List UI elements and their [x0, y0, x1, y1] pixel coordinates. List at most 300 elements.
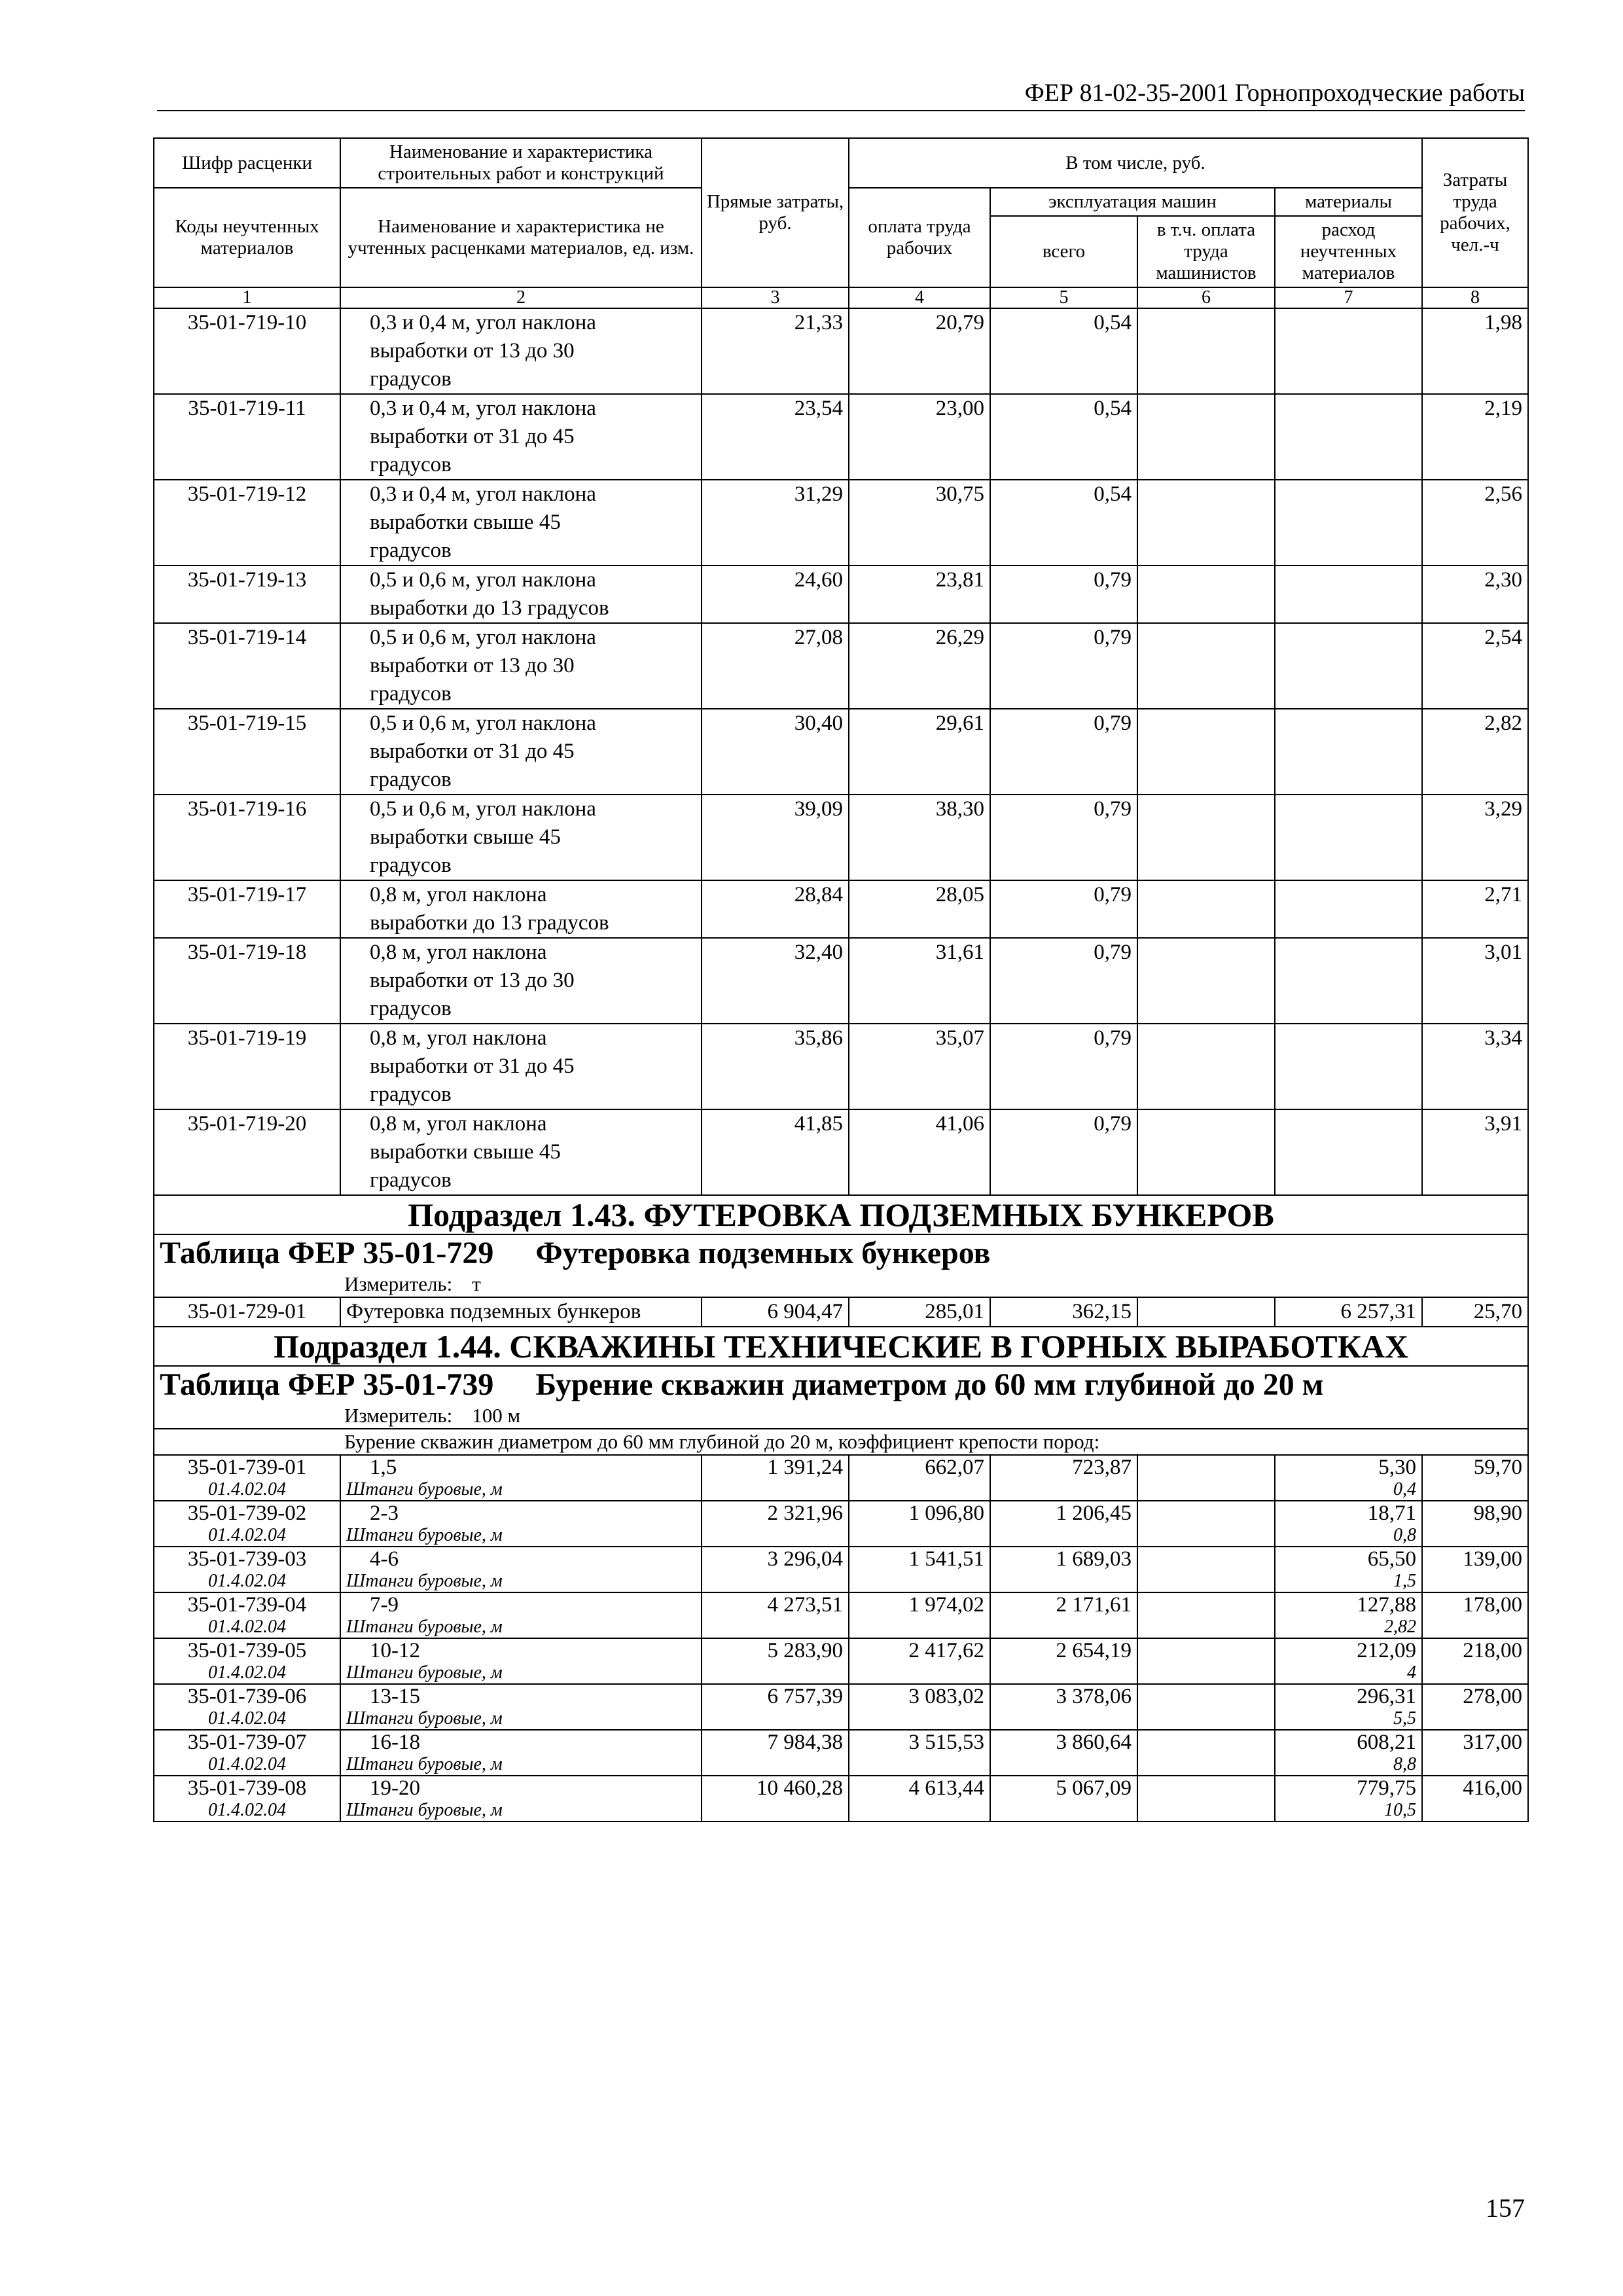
empty-cell [849, 1571, 990, 1592]
machines-total: 362,15 [990, 1297, 1137, 1327]
col-code-header: Шифр расценки [154, 138, 340, 188]
table-row [154, 394, 1528, 480]
empty-cell [990, 1708, 1137, 1730]
machines-total: 0,79 [990, 709, 1137, 795]
direct-cost: 23,54 [702, 394, 849, 480]
machinists-wages [1137, 1776, 1275, 1800]
labor-cost: 3,91 [1422, 1109, 1528, 1195]
direct-cost: 28,84 [702, 880, 849, 938]
col-materials-header: материалы [1275, 188, 1422, 216]
table-row [154, 1684, 1528, 1708]
column-number: 5 [990, 287, 1137, 308]
machinists-wages [1137, 1455, 1275, 1479]
labor-cost: 2,54 [1422, 623, 1528, 709]
unaccounted-name: Штанги буровые, м [340, 1708, 702, 1730]
rate-code: 35-01-739-04 [154, 1592, 340, 1617]
materials: 212,09 [1275, 1638, 1422, 1662]
work-name [340, 565, 702, 623]
direct-cost: 21,33 [702, 308, 849, 394]
unaccounted-material-row [154, 1617, 1528, 1638]
empty-cell [990, 1571, 1137, 1592]
table-row [154, 1547, 1528, 1571]
work-name-line: 0,5 и 0,6 м, угол наклона [370, 711, 596, 735]
direct-cost: 2 321,96 [702, 1501, 849, 1525]
work-name: 13-15 [340, 1684, 702, 1708]
unaccounted-name: Штанги буровые, м [340, 1571, 702, 1592]
subsection-row [154, 1327, 1528, 1366]
empty-cell [990, 1479, 1137, 1501]
work-name-line: выработки от 13 до 30 [370, 969, 575, 992]
unaccounted-name: Штанги буровые, м [340, 1800, 702, 1821]
labor-cost: 2,56 [1422, 480, 1528, 565]
materials: 779,75 [1275, 1776, 1422, 1800]
materials [1275, 565, 1422, 623]
rates-table [153, 137, 1529, 1822]
labor-cost: 3,29 [1422, 795, 1528, 880]
work-name-line: выработки от 13 до 30 [370, 339, 575, 363]
direct-cost: 6 757,39 [702, 1684, 849, 1708]
wages: 35,07 [849, 1024, 990, 1109]
work-name-line: 0,8 м, угол наклона [370, 941, 547, 964]
machines-total: 1 689,03 [990, 1547, 1137, 1571]
machines-total: 0,79 [990, 1024, 1137, 1109]
work-name [340, 623, 702, 709]
unaccounted-code: 01.4.02.04 [154, 1662, 340, 1684]
labor-cost: 25,70 [1422, 1297, 1528, 1327]
materials [1275, 1109, 1422, 1195]
direct-cost: 4 273,51 [702, 1592, 849, 1617]
column-number: 2 [340, 287, 702, 308]
table-row [154, 1592, 1528, 1617]
machinists-wages [1137, 795, 1275, 880]
column-numbers-row [154, 287, 1528, 308]
labor-cost: 178,00 [1422, 1592, 1528, 1638]
wages: 1 541,51 [849, 1547, 990, 1571]
work-name-line: градусов [370, 853, 452, 877]
wages: 20,79 [849, 308, 990, 394]
work-name-line: градусов [370, 367, 452, 391]
empty-cell [702, 1525, 849, 1547]
work-name-line: выработки от 31 до 45 [370, 425, 575, 448]
unaccounted-quantity: 1,5 [1275, 1571, 1422, 1592]
empty-cell [990, 1617, 1137, 1638]
table-title [154, 1234, 1528, 1272]
col-total-header: всего [990, 216, 1137, 287]
work-name-line: 0,8 м, угол наклона [370, 1112, 547, 1136]
measure [154, 1272, 1528, 1297]
rate-code: 35-01-719-19 [154, 1024, 340, 1109]
machines-total: 0,79 [990, 938, 1137, 1024]
direct-cost: 31,29 [702, 480, 849, 565]
measure-label: Измеритель: [344, 1404, 453, 1427]
work-name-line: выработки от 13 до 30 [370, 654, 575, 677]
machines-total: 2 654,19 [990, 1638, 1137, 1662]
work-name: 16-18 [340, 1730, 702, 1754]
rate-code: 35-01-719-18 [154, 938, 340, 1024]
machinists-wages [1137, 308, 1275, 394]
table-row [154, 1776, 1528, 1800]
labor-cost: 2,82 [1422, 709, 1528, 795]
materials [1275, 795, 1422, 880]
unaccounted-quantity: 10,5 [1275, 1800, 1422, 1821]
empty-cell [702, 1479, 849, 1501]
machines-total: 723,87 [990, 1455, 1137, 1479]
col-labor-header: Затраты труда рабочих, чел.-ч [1422, 138, 1528, 287]
empty-cell [702, 1571, 849, 1592]
work-name [340, 880, 702, 938]
machinists-wages [1137, 1547, 1275, 1571]
machinists-wages [1137, 394, 1275, 480]
direct-cost: 24,60 [702, 565, 849, 623]
work-name-line: градусов [370, 768, 452, 791]
direct-cost: 39,09 [702, 795, 849, 880]
work-name [340, 795, 702, 880]
work-name [340, 709, 702, 795]
rate-code: 35-01-719-12 [154, 480, 340, 565]
work-name-line: 0,8 м, угол наклона [370, 883, 547, 906]
rate-code: 35-01-719-14 [154, 623, 340, 709]
work-name [340, 1109, 702, 1195]
rate-code: 35-01-739-01 [154, 1455, 340, 1479]
empty-cell [849, 1525, 990, 1547]
machinists-wages [1137, 1638, 1275, 1662]
column-number: 7 [1275, 287, 1422, 308]
work-name: 4-6 [340, 1547, 702, 1571]
work-name-line: выработки от 31 до 45 [370, 1054, 575, 1078]
work-name-line: градусов [370, 1083, 452, 1106]
unaccounted-code: 01.4.02.04 [154, 1754, 340, 1776]
machinists-wages [1137, 1109, 1275, 1195]
unaccounted-name: Штанги буровые, м [340, 1662, 702, 1684]
machinists-wages [1137, 1592, 1275, 1617]
work-name: 10-12 [340, 1638, 702, 1662]
rate-code: 35-01-739-02 [154, 1501, 340, 1525]
col-machinists-header: в т.ч. оплата труда машинистов [1137, 216, 1275, 287]
machines-total: 0,79 [990, 795, 1137, 880]
page-number: 157 [1486, 2193, 1525, 2223]
work-name-line: градусов [370, 1168, 452, 1192]
work-name-line: 0,5 и 0,6 м, угол наклона [370, 797, 596, 821]
table-row [154, 1638, 1528, 1662]
rate-code: 35-01-739-08 [154, 1776, 340, 1800]
work-name-line: выработки свыше 45 [370, 511, 561, 534]
wages: 3 515,53 [849, 1730, 990, 1754]
machines-total: 1 206,45 [990, 1501, 1137, 1525]
column-number: 1 [154, 287, 340, 308]
table-row [154, 1455, 1528, 1479]
unaccounted-material-row [154, 1525, 1528, 1547]
empty-cell [1137, 1662, 1275, 1684]
wages: 30,75 [849, 480, 990, 565]
empty-cell [990, 1525, 1137, 1547]
labor-cost: 98,90 [1422, 1501, 1528, 1547]
work-name-line: 0,8 м, угол наклона [370, 1026, 547, 1050]
column-number: 6 [1137, 287, 1275, 308]
wages: 4 613,44 [849, 1776, 990, 1800]
measure-value: 100 м [472, 1404, 521, 1427]
wages: 31,61 [849, 938, 990, 1024]
unaccounted-quantity: 2,82 [1275, 1617, 1422, 1638]
empty-cell [702, 1662, 849, 1684]
materials: 18,71 [1275, 1501, 1422, 1525]
rate-code: 35-01-739-06 [154, 1684, 340, 1708]
col-wages-header: оплата труда рабочих [849, 188, 990, 287]
work-name-line: 0,3 и 0,4 м, угол наклона [370, 311, 596, 334]
empty-cell [990, 1662, 1137, 1684]
unaccounted-code: 01.4.02.04 [154, 1479, 340, 1501]
rate-code: 35-01-739-03 [154, 1547, 340, 1571]
table-row [154, 938, 1528, 1024]
empty-cell [849, 1754, 990, 1776]
wages: 23,00 [849, 394, 990, 480]
unaccounted-material-row [154, 1479, 1528, 1501]
work-name-line: градусов [370, 682, 452, 706]
table-row [154, 623, 1528, 709]
measure-value: т [472, 1272, 481, 1295]
machines-total: 3 860,64 [990, 1730, 1137, 1754]
work-name-line: градусов [370, 539, 452, 562]
rate-code: 35-01-719-15 [154, 709, 340, 795]
machinists-wages [1137, 1730, 1275, 1754]
work-name-line: градусов [370, 453, 452, 476]
unaccounted-code: 01.4.02.04 [154, 1708, 340, 1730]
materials [1275, 394, 1422, 480]
table-id: Таблица ФЕР 35-01-729 [160, 1236, 494, 1270]
unaccounted-name: Штанги буровые, м [340, 1617, 702, 1638]
materials [1275, 623, 1422, 709]
unaccounted-name: Штанги буровые, м [340, 1754, 702, 1776]
empty-cell [1137, 1479, 1275, 1501]
empty-cell [849, 1479, 990, 1501]
wages: 2 417,62 [849, 1638, 990, 1662]
unaccounted-quantity: 5,5 [1275, 1708, 1422, 1730]
machinists-wages [1137, 709, 1275, 795]
table-row [154, 709, 1528, 795]
machines-total: 2 171,61 [990, 1592, 1137, 1617]
empty-cell [849, 1800, 990, 1821]
direct-cost: 30,40 [702, 709, 849, 795]
header-row-1 [154, 138, 1528, 188]
unaccounted-quantity: 0,8 [1275, 1525, 1422, 1547]
unaccounted-code: 01.4.02.04 [154, 1571, 340, 1592]
unaccounted-material-row [154, 1571, 1528, 1592]
machines-total: 0,54 [990, 394, 1137, 480]
empty-cell [849, 1617, 990, 1638]
work-name [340, 1024, 702, 1109]
rate-code: 35-01-719-20 [154, 1109, 340, 1195]
work-name: 1,5 [340, 1455, 702, 1479]
machines-total: 3 378,06 [990, 1684, 1137, 1708]
table-row [154, 1730, 1528, 1754]
direct-cost: 10 460,28 [702, 1776, 849, 1800]
materials [1275, 1024, 1422, 1109]
table-row [154, 565, 1528, 623]
table-id: Таблица ФЕР 35-01-739 [160, 1367, 494, 1402]
wages: 1 974,02 [849, 1592, 990, 1617]
table-row [154, 795, 1528, 880]
work-name: Футеровка подземных бункеров [340, 1297, 702, 1327]
labor-cost: 59,70 [1422, 1455, 1528, 1501]
work-name [340, 308, 702, 394]
materials: 5,30 [1275, 1455, 1422, 1479]
materials [1275, 480, 1422, 565]
materials: 65,50 [1275, 1547, 1422, 1571]
materials: 296,31 [1275, 1684, 1422, 1708]
table-row [154, 308, 1528, 394]
machinists-wages [1137, 1501, 1275, 1525]
unaccounted-quantity: 8,8 [1275, 1754, 1422, 1776]
wages: 23,81 [849, 565, 990, 623]
rate-code: 35-01-739-05 [154, 1638, 340, 1662]
wages: 26,29 [849, 623, 990, 709]
work-name [340, 480, 702, 565]
machines-total: 0,79 [990, 1109, 1137, 1195]
empty-cell [1137, 1754, 1275, 1776]
machines-total: 5 067,09 [990, 1776, 1137, 1800]
machines-total: 0,54 [990, 480, 1137, 565]
measure-row [154, 1272, 1528, 1297]
empty-cell [1137, 1571, 1275, 1592]
rate-code: 35-01-739-07 [154, 1730, 340, 1754]
labor-cost: 218,00 [1422, 1638, 1528, 1684]
work-name: 19-20 [340, 1776, 702, 1800]
table-row [154, 1297, 1528, 1327]
machinists-wages [1137, 480, 1275, 565]
labor-cost: 3,34 [1422, 1024, 1528, 1109]
labor-cost: 278,00 [1422, 1684, 1528, 1730]
work-name-line: выработки от 31 до 45 [370, 740, 575, 763]
wages: 285,01 [849, 1297, 990, 1327]
labor-cost: 416,00 [1422, 1776, 1528, 1821]
materials [1275, 308, 1422, 394]
wages: 29,61 [849, 709, 990, 795]
measure [154, 1403, 1528, 1429]
materials: 6 257,31 [1275, 1297, 1422, 1327]
rate-code: 35-01-729-01 [154, 1297, 340, 1327]
work-name [340, 938, 702, 1024]
labor-cost: 1,98 [1422, 308, 1528, 394]
machinists-wages [1137, 565, 1275, 623]
labor-cost: 2,71 [1422, 880, 1528, 938]
machinists-wages [1137, 1297, 1275, 1327]
work-name-line: выработки свыше 45 [370, 1140, 561, 1164]
note-row [154, 1429, 1528, 1455]
rate-code: 35-01-719-13 [154, 565, 340, 623]
column-number: 8 [1422, 287, 1528, 308]
labor-cost: 3,01 [1422, 938, 1528, 1024]
table-body [154, 138, 1528, 1821]
machinists-wages [1137, 1024, 1275, 1109]
materials [1275, 709, 1422, 795]
machines-total: 0,79 [990, 880, 1137, 938]
empty-cell [849, 1708, 990, 1730]
materials: 608,21 [1275, 1730, 1422, 1754]
work-name-line: выработки до 13 градусов [370, 911, 609, 935]
materials [1275, 880, 1422, 938]
labor-cost: 2,30 [1422, 565, 1528, 623]
table-title [154, 1366, 1528, 1403]
col-incl-header: В том числе, руб. [849, 138, 1422, 188]
wages: 3 083,02 [849, 1684, 990, 1708]
machinists-wages [1137, 1684, 1275, 1708]
column-number: 4 [849, 287, 990, 308]
machinists-wages [1137, 938, 1275, 1024]
rate-code: 35-01-719-11 [154, 394, 340, 480]
unaccounted-code: 01.4.02.04 [154, 1525, 340, 1547]
subsection-row [154, 1195, 1528, 1234]
direct-cost: 5 283,90 [702, 1638, 849, 1662]
machinists-wages [1137, 880, 1275, 938]
col-unacc-codes-header: Коды неучтенных материалов [154, 188, 340, 287]
unaccounted-material-row [154, 1662, 1528, 1684]
work-name-line: 0,3 и 0,4 м, угол наклона [370, 397, 596, 420]
unaccounted-material-row [154, 1708, 1528, 1730]
empty-cell [702, 1800, 849, 1821]
subsection-title: Подраздел 1.44. СКВАЖИНЫ ТЕХНИЧЕСКИЕ В ГОРНЫХ ВЫРАБОТКАХ [154, 1327, 1528, 1366]
wages: 1 096,80 [849, 1501, 990, 1525]
rate-code: 35-01-719-16 [154, 795, 340, 880]
table-title-row [154, 1234, 1528, 1272]
work-name [340, 394, 702, 480]
wages: 662,07 [849, 1455, 990, 1479]
col-direct-header: Прямые затраты, руб. [702, 138, 849, 287]
empty-cell [1137, 1708, 1275, 1730]
unaccounted-quantity: 0,4 [1275, 1479, 1422, 1501]
wages: 38,30 [849, 795, 990, 880]
column-number: 3 [702, 287, 849, 308]
subsection-title: Подраздел 1.43. ФУТЕРОВКА ПОДЗЕМНЫХ БУНКЕРОВ [154, 1195, 1528, 1234]
labor-cost: 139,00 [1422, 1547, 1528, 1592]
empty-cell [1137, 1800, 1275, 1821]
rates-table-wrapper [153, 137, 1527, 1822]
labor-cost: 317,00 [1422, 1730, 1528, 1776]
materials: 127,88 [1275, 1592, 1422, 1617]
direct-cost: 41,85 [702, 1109, 849, 1195]
empty-cell [702, 1708, 849, 1730]
wages: 41,06 [849, 1109, 990, 1195]
work-name-line: выработки до 13 градусов [370, 596, 609, 620]
col-unacc-name-header: Наименование и характеристика не учтенных расценками материалов, ед. изм. [340, 188, 702, 287]
rate-code: 35-01-719-17 [154, 880, 340, 938]
direct-cost: 6 904,47 [702, 1297, 849, 1327]
empty-cell [1137, 1525, 1275, 1547]
work-name-line: 0,5 и 0,6 м, угол наклона [370, 568, 596, 592]
table-note: Бурение скважин диаметром до 60 мм глубиной до 20 м, коэффициент крепости пород: [154, 1429, 1528, 1455]
rate-code: 35-01-719-10 [154, 308, 340, 394]
table-row [154, 1024, 1528, 1109]
table-row [154, 1501, 1528, 1525]
table-row [154, 480, 1528, 565]
work-name-line: 0,3 и 0,4 м, угол наклона [370, 482, 596, 506]
direct-cost: 7 984,38 [702, 1730, 849, 1754]
labor-cost: 2,19 [1422, 394, 1528, 480]
table-row [154, 1109, 1528, 1195]
unaccounted-quantity: 4 [1275, 1662, 1422, 1684]
direct-cost: 27,08 [702, 623, 849, 709]
work-name-line: 0,5 и 0,6 м, угол наклона [370, 626, 596, 649]
empty-cell [990, 1800, 1137, 1821]
work-name-line: градусов [370, 997, 452, 1020]
header-title: ФЕР 81-02-35-2001 Горнопроходческие работы [1024, 79, 1525, 107]
machines-total: 0,79 [990, 623, 1137, 709]
empty-cell [849, 1662, 990, 1684]
work-name: 2-3 [340, 1501, 702, 1525]
table-title-row [154, 1366, 1528, 1403]
direct-cost: 35,86 [702, 1024, 849, 1109]
direct-cost: 32,40 [702, 938, 849, 1024]
unaccounted-name: Штанги буровые, м [340, 1525, 702, 1547]
unaccounted-name: Штанги буровые, м [340, 1479, 702, 1501]
